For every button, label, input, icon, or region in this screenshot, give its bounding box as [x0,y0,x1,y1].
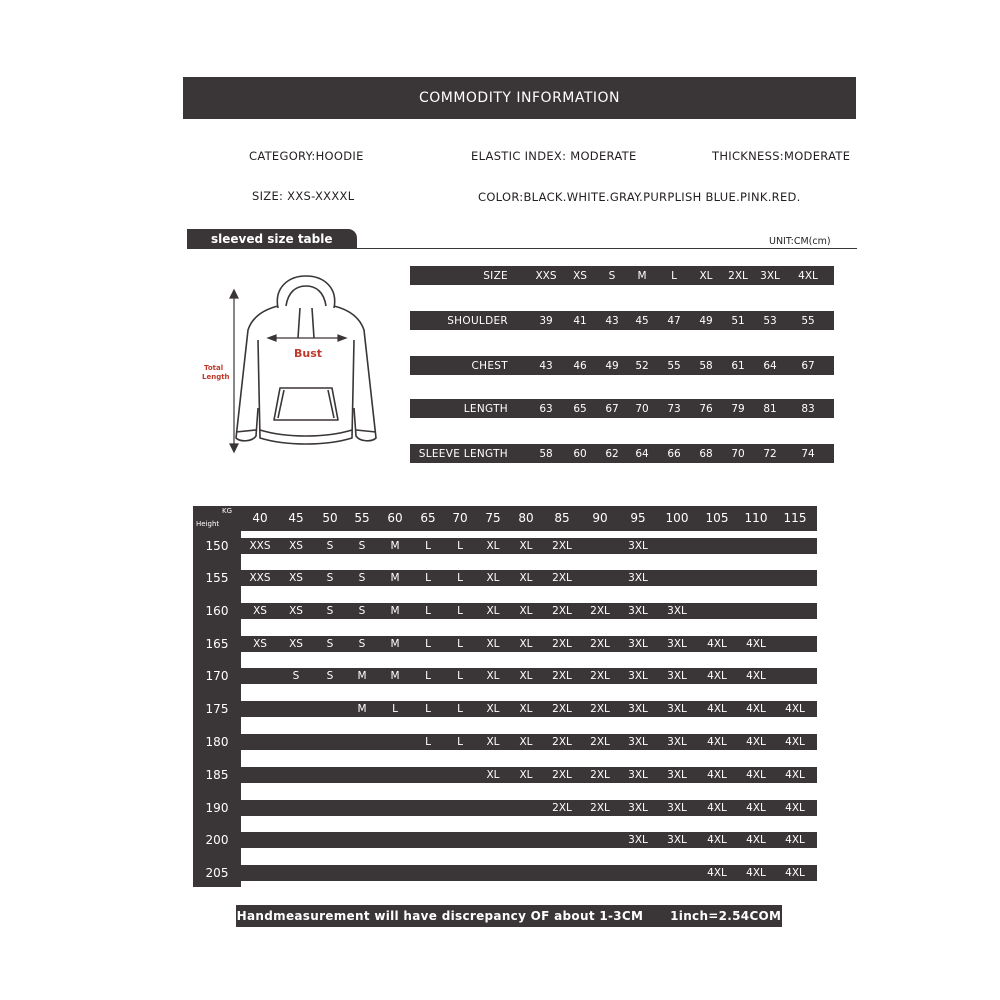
size-cell: XL [486,703,500,715]
total-length-line2: Length [202,373,230,381]
height-row-label: 160 [205,604,229,618]
size-cell: S [326,670,334,682]
weight-column-label: 85 [554,511,570,525]
sleeved-size-table-tab [187,229,357,249]
size-cell: XXS [249,572,271,584]
size-cell: XL [486,540,500,552]
height-row-label: 180 [205,735,229,749]
size-cell: 2XL [552,670,572,682]
measurement-value: 79 [731,402,745,415]
measurement-value: 81 [763,402,777,415]
measurement-values [518,311,834,330]
commodity-information-header [183,77,856,119]
size-cell: 2XL [552,572,572,584]
footer-note: Handmeasurement will have discrepancy OF about 1-3CM 1inch=2.54COM [236,909,782,923]
size-cell: 4XL [746,802,766,814]
size-cell: 4XL [785,769,805,781]
size-cell: 4XL [746,638,766,650]
weight-column-label: 100 [665,511,689,525]
measurement-value: 74 [801,447,815,460]
measurement-value: 41 [573,314,587,327]
measurement-value: XXS [535,269,557,282]
measurement-value: 3XL [760,269,780,282]
size-cell: 4XL [707,703,727,715]
kg-label: KG [222,507,233,515]
measurement-value: S [608,269,616,282]
measurement-value: 61 [731,359,745,372]
size-cell: 2XL [590,638,610,650]
size-cell: S [326,572,334,584]
size-cell: 4XL [785,802,805,814]
size-cell: XS [289,572,303,584]
measurement-value: 4XL [798,269,818,282]
size-cell: 4XL [707,834,727,846]
measurement-value: 67 [801,359,815,372]
size-cell: S [326,540,334,552]
size-cell: 2XL [590,802,610,814]
size-cell: XS [253,605,267,617]
weight-column-label: 115 [783,511,807,525]
height-row-label: 150 [205,539,229,553]
measurement-values [518,444,834,463]
size-cell: 4XL [707,638,727,650]
size-cell: 2XL [590,670,610,682]
measurement-value: 52 [635,359,649,372]
measurement-value: 39 [539,314,553,327]
size-cell: 4XL [785,834,805,846]
size-cell: XL [519,572,533,584]
height-label: Height [196,520,220,528]
measurement-value: 46 [573,359,587,372]
measurement-value: 45 [635,314,649,327]
measurement-label: SHOULDER [447,314,508,327]
measurement-value: L [671,269,677,282]
measurement-values [518,266,834,285]
weight-column-label: 105 [705,511,729,525]
size-cell: XL [486,670,500,682]
table-row [241,800,817,816]
size-cell: 4XL [785,703,805,715]
weight-column-label: 40 [252,511,268,525]
size-cell: 2XL [552,605,572,617]
weight-column-label: 70 [452,511,468,525]
size-cell: L [425,638,431,650]
weight-column-label: 55 [354,511,370,525]
size-cell: XL [486,605,500,617]
height-row-label: 205 [205,866,229,880]
size-cell: 2XL [552,769,572,781]
size-cell: XXS [249,540,271,552]
size-cell: 2XL [590,703,610,715]
size-cell: 4XL [707,769,727,781]
size-cell: 2XL [552,736,572,748]
measurement-value: 62 [605,447,619,460]
weight-column-label: 60 [387,511,403,525]
size-cell: L [457,638,463,650]
size-cell: 2XL [590,769,610,781]
size-cell: L [457,736,463,748]
measurement-value: XL [699,269,713,282]
height-row-label: 165 [205,637,229,651]
bust-label: Bust [294,347,323,360]
size-cell: 3XL [667,769,687,781]
height-column [193,506,241,887]
measurement-label: CHEST [471,359,508,372]
size-cell: 4XL [707,867,727,879]
weight-column-label: 75 [485,511,501,525]
category-info: CATEGORY:HOODIE [249,149,364,163]
size-cell: 3XL [667,736,687,748]
size-cell: XS [289,605,303,617]
measurement-value: 66 [667,447,681,460]
size-cell: 2XL [552,802,572,814]
size-cell: 4XL [746,670,766,682]
measurement-value: 55 [801,314,815,327]
size-cell: 3XL [628,769,648,781]
measurement-values [518,356,834,375]
size-cell: 4XL [746,867,766,879]
section-title: sleeved size table [211,232,333,246]
weight-column-label: 50 [322,511,338,525]
size-cell: 4XL [707,736,727,748]
size-cell: XL [486,736,500,748]
weight-column-label: 80 [518,511,534,525]
table-row [241,832,817,848]
height-row-label: 190 [205,801,229,815]
elastic-info: ELASTIC INDEX: MODERATE [471,149,637,163]
measurement-row [410,266,834,285]
weight-column-label: 95 [630,511,646,525]
measurement-value: 65 [573,402,587,415]
size-cell: L [392,703,398,715]
size-cell: S [358,638,366,650]
size-cell: 4XL [746,703,766,715]
measurement-value: 2XL [728,269,748,282]
size-cell: XL [486,769,500,781]
size-cell: 2XL [590,736,610,748]
measurement-value: 58 [699,359,713,372]
size-cell: XL [486,572,500,584]
measurement-label: LENGTH [463,402,508,415]
section-divider [187,248,857,249]
measurement-row [410,399,834,418]
height-row-label: 200 [205,833,229,847]
size-cell: 2XL [552,540,572,552]
size-cell: 3XL [667,605,687,617]
measurement-row [410,311,834,330]
size-cell: M [390,670,400,682]
size-cell: 4XL [785,736,805,748]
size-cell: 4XL [707,802,727,814]
total-length-line1: Total [204,364,224,372]
size-cell: XL [519,638,533,650]
size-cell: L [457,703,463,715]
size-cell: 2XL [552,638,572,650]
size-cell: 4XL [707,670,727,682]
weight-column-label: 45 [288,511,304,525]
size-cell: 3XL [628,736,648,748]
size-cell: M [390,605,400,617]
size-cell: L [457,540,463,552]
measurement-value: 53 [763,314,777,327]
measurement-value: 70 [635,402,649,415]
table-row [241,865,817,881]
size-cell: M [357,703,367,715]
measurement-value: 70 [731,447,745,460]
measurement-row [410,444,834,463]
height-row-label: 155 [205,571,229,585]
measurement-value: 47 [667,314,681,327]
measurement-value: 49 [699,314,713,327]
size-cell: XL [519,605,533,617]
size-cell: 3XL [628,802,648,814]
size-cell: 3XL [628,638,648,650]
measurement-value: 60 [573,447,587,460]
size-cell: L [425,572,431,584]
measurement-label: SIZE [483,269,508,282]
size-cell: 4XL [746,736,766,748]
measurement-value: 72 [763,447,777,460]
size-cell: M [390,572,400,584]
size-cell: 2XL [590,605,610,617]
size-cell: L [425,670,431,682]
measurement-value: 83 [801,402,815,415]
measurement-value: 49 [605,359,619,372]
size-cell: XS [253,638,267,650]
size-cell: XL [519,540,533,552]
measurement-row [410,356,834,375]
measurement-value: 68 [699,447,713,460]
size-cell: S [326,605,334,617]
color-info: COLOR:BLACK.WHITE.GRAY.PURPLISH BLUE.PINK.RED. [478,190,801,204]
size-cell: XL [519,670,533,682]
measurement-value: M [637,269,647,282]
size-cell: 4XL [746,834,766,846]
size-cell: 3XL [628,703,648,715]
size-cell: XL [486,638,500,650]
size-cell: 4XL [785,867,805,879]
size-cell: 3XL [628,605,648,617]
size-cell: 3XL [628,572,648,584]
measurement-value: 55 [667,359,681,372]
height-row-label: 175 [205,702,229,716]
measurement-value: 63 [539,402,553,415]
size-cell: S [292,670,300,682]
size-cell: XL [519,736,533,748]
size-cell: XS [289,540,303,552]
size-cell: 3XL [667,802,687,814]
measurement-value: 43 [605,314,619,327]
unit-label: UNIT:CM(cm) [769,236,831,247]
size-cell: S [358,540,366,552]
size-cell: S [358,572,366,584]
size-cell: 2XL [552,703,572,715]
measurement-value: 43 [539,359,553,372]
measurement-note [236,905,782,927]
size-cell: S [358,605,366,617]
measurement-value: 51 [731,314,745,327]
size-cell: M [357,670,367,682]
measurement-value: 67 [605,402,619,415]
height-row-label: 170 [205,669,229,683]
size-cell: 3XL [667,834,687,846]
measurement-value: 73 [667,402,681,415]
size-cell: L [425,736,431,748]
size-cell: 3XL [667,638,687,650]
size-cell: M [390,638,400,650]
size-cell: 3XL [667,670,687,682]
measurement-value: 64 [763,359,777,372]
size-cell: 3XL [628,834,648,846]
height-row-label: 185 [205,768,229,782]
weight-column-label: 110 [744,511,768,525]
size-cell: XL [519,703,533,715]
total-length-label [202,364,230,382]
measurement-value: 58 [539,447,553,460]
weight-column-label: 65 [420,511,436,525]
size-cell: 4XL [746,769,766,781]
size-cell: XL [519,769,533,781]
weight-column-label: 90 [592,511,608,525]
size-cell: L [457,670,463,682]
thickness-info: THICKNESS:MODERATE [712,149,851,163]
size-cell: 3XL [628,670,648,682]
size-info: SIZE: XXS-XXXXL [252,189,355,203]
measurement-value: XS [573,269,587,282]
size-cell: L [457,572,463,584]
size-cell: L [457,605,463,617]
measurement-value: 64 [635,447,649,460]
measurement-value: 76 [699,402,713,415]
size-cell: 3XL [667,703,687,715]
size-cell: L [425,605,431,617]
measurement-values [518,399,834,418]
size-cell: L [425,703,431,715]
size-cell: XS [289,638,303,650]
size-cell: M [390,540,400,552]
size-cell: S [326,638,334,650]
header-title: COMMODITY INFORMATION [418,90,621,106]
measurement-label: SLEEVE LENGTH [418,447,508,460]
size-cell: L [425,540,431,552]
size-cell: 3XL [628,540,648,552]
